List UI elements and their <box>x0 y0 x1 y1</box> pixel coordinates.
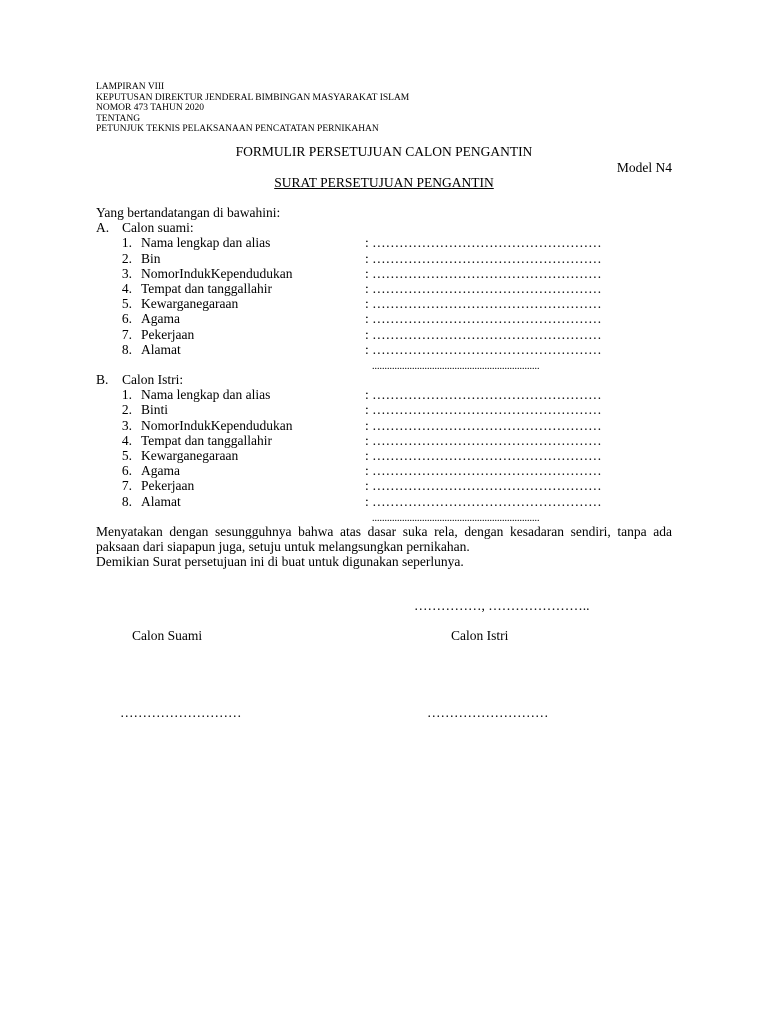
header-line: KEPUTUSAN DIREKTUR JENDERAL BIMBINGAN MASYARAKAT ISLAM <box>96 92 410 103</box>
field-label: Alamat <box>141 341 181 357</box>
form-field-row <box>96 342 672 357</box>
field-label: NomorIndukKependudukan <box>141 417 293 433</box>
header-line: TENTANG <box>96 113 141 124</box>
form-field-row <box>96 311 672 326</box>
field-fill-line[interactable]: : …………………………………………… <box>365 402 602 418</box>
field-fill-line[interactable]: : …………………………………………… <box>365 311 602 327</box>
field-number: 8. <box>121 493 132 509</box>
form-field-row <box>96 448 672 463</box>
form-field-row <box>96 463 672 478</box>
field-label: Nama lengkap dan alias <box>141 235 271 251</box>
field-fill-line[interactable]: : …………………………………………… <box>365 326 602 342</box>
field-fill-line[interactable]: : …………………………………………… <box>365 478 602 494</box>
section-b-list <box>96 387 672 509</box>
field-fill-line[interactable]: : …………………………………………… <box>365 296 602 312</box>
intro-text: Yang bertandatangan di bawahini: <box>96 205 281 220</box>
statement-paragraph: Menyatakan dengan sesungguhnya bahwa atas dasar suka rela, dengan kesadaran sendiri, tanpa ada paksaan dari siapapun juga, setuju untuk melangsungkan pernikahan. <box>96 523 672 555</box>
field-number: 6. <box>121 311 132 327</box>
field-number: 1. <box>121 387 132 403</box>
section-a-heading <box>96 220 672 235</box>
field-fill-line[interactable]: : …………………………………………… <box>365 265 602 281</box>
field-fill-line[interactable]: : …………………………………………… <box>365 250 602 266</box>
letter-title <box>0 175 768 191</box>
field-label: Tempat dan tanggallahir <box>141 432 273 448</box>
field-number: 4. <box>121 280 132 296</box>
field-fill-line[interactable]: : …………………………………………… <box>365 432 602 448</box>
field-label: Binti <box>141 402 169 418</box>
signature-line-wife: ……………………… <box>427 705 549 720</box>
field-label: Agama <box>141 311 180 327</box>
signature-label-wife: Calon Istri <box>451 628 509 643</box>
model-code: Model N4 <box>616 160 672 175</box>
signature-line-husband: ……………………… <box>120 705 242 720</box>
field-label: Pekerjaan <box>141 326 195 342</box>
field-label: Kewarganegaraan <box>141 296 239 312</box>
field-number: 3. <box>121 265 132 281</box>
continuation-dots: ................................................................... <box>372 360 540 372</box>
header-line: NOMOR 473 TAHUN 2020 <box>96 103 205 114</box>
header-line: LAMPIRAN VIII <box>96 82 165 92</box>
field-fill-line[interactable]: : …………………………………………… <box>365 235 602 251</box>
field-fill-line[interactable]: : …………………………………………… <box>365 493 602 509</box>
field-label: Tempat dan tanggallahir <box>141 280 273 296</box>
form-body <box>96 205 672 570</box>
address-continuation <box>96 357 672 372</box>
field-label: Alamat <box>141 493 181 509</box>
field-label: Pekerjaan <box>141 478 195 494</box>
field-number: 2. <box>121 250 132 266</box>
address-continuation <box>96 509 672 524</box>
section-letter: A. <box>96 220 110 236</box>
field-fill-line[interactable]: : …………………………………………… <box>365 417 602 433</box>
form-field-row <box>96 251 672 266</box>
form-field-row <box>96 296 672 311</box>
section-b-heading <box>96 372 672 387</box>
form-field-row <box>96 327 672 342</box>
field-label: Agama <box>141 463 180 479</box>
form-field-row <box>96 478 672 493</box>
field-number: 8. <box>121 341 132 357</box>
field-label: Nama lengkap dan alias <box>141 387 271 403</box>
section-letter: B. <box>96 372 109 388</box>
field-number: 7. <box>121 326 132 342</box>
field-number: 2. <box>121 402 132 418</box>
field-fill-line[interactable]: : …………………………………………… <box>365 341 602 357</box>
form-field-row <box>96 494 672 509</box>
form-field-row <box>96 402 672 417</box>
field-number: 5. <box>121 448 132 463</box>
section-label: Calon Istri: <box>122 372 184 388</box>
form-field-row <box>96 387 672 402</box>
section-label: Calon suami: <box>122 220 194 236</box>
field-number: 3. <box>121 417 132 433</box>
document-header <box>96 82 409 135</box>
field-label: Bin <box>141 250 161 266</box>
form-title: FORMULIR PERSETUJUAN CALON PENGANTIN <box>235 144 533 159</box>
field-fill-line[interactable]: : …………………………………………… <box>365 463 602 479</box>
field-number: 7. <box>121 478 132 494</box>
field-number: 6. <box>121 463 132 479</box>
form-field-row <box>96 266 672 281</box>
field-fill-line[interactable]: : …………………………………………… <box>365 280 602 296</box>
field-number: 4. <box>121 432 132 448</box>
form-field-row <box>96 418 672 433</box>
continuation-dots: ................................................................... <box>372 512 540 524</box>
field-label: NomorIndukKependudukan <box>141 265 293 281</box>
form-field-row <box>96 281 672 296</box>
field-fill-line[interactable]: : …………………………………………… <box>365 387 602 403</box>
form-field-row <box>96 235 672 250</box>
field-fill-line[interactable]: : …………………………………………… <box>365 448 602 463</box>
letter-title-text: SURAT PERSETUJUAN PENGANTIN <box>274 175 494 190</box>
closing-text: Demikian Surat persetujuan ini di buat untuk digunakan seperlunya. <box>96 554 464 570</box>
field-label: Kewarganegaraan <box>141 448 239 463</box>
header-line: PETUNJUK TEKNIS PELAKSANAAN PENCATATAN PERNIKAHAN <box>96 124 379 135</box>
section-a-list <box>96 235 672 357</box>
field-number: 1. <box>121 235 132 251</box>
field-number: 5. <box>121 296 132 312</box>
signature-label-husband: Calon Suami <box>132 628 203 643</box>
form-field-row <box>96 433 672 448</box>
place-date-line: ……………, ………………….. <box>414 598 590 613</box>
